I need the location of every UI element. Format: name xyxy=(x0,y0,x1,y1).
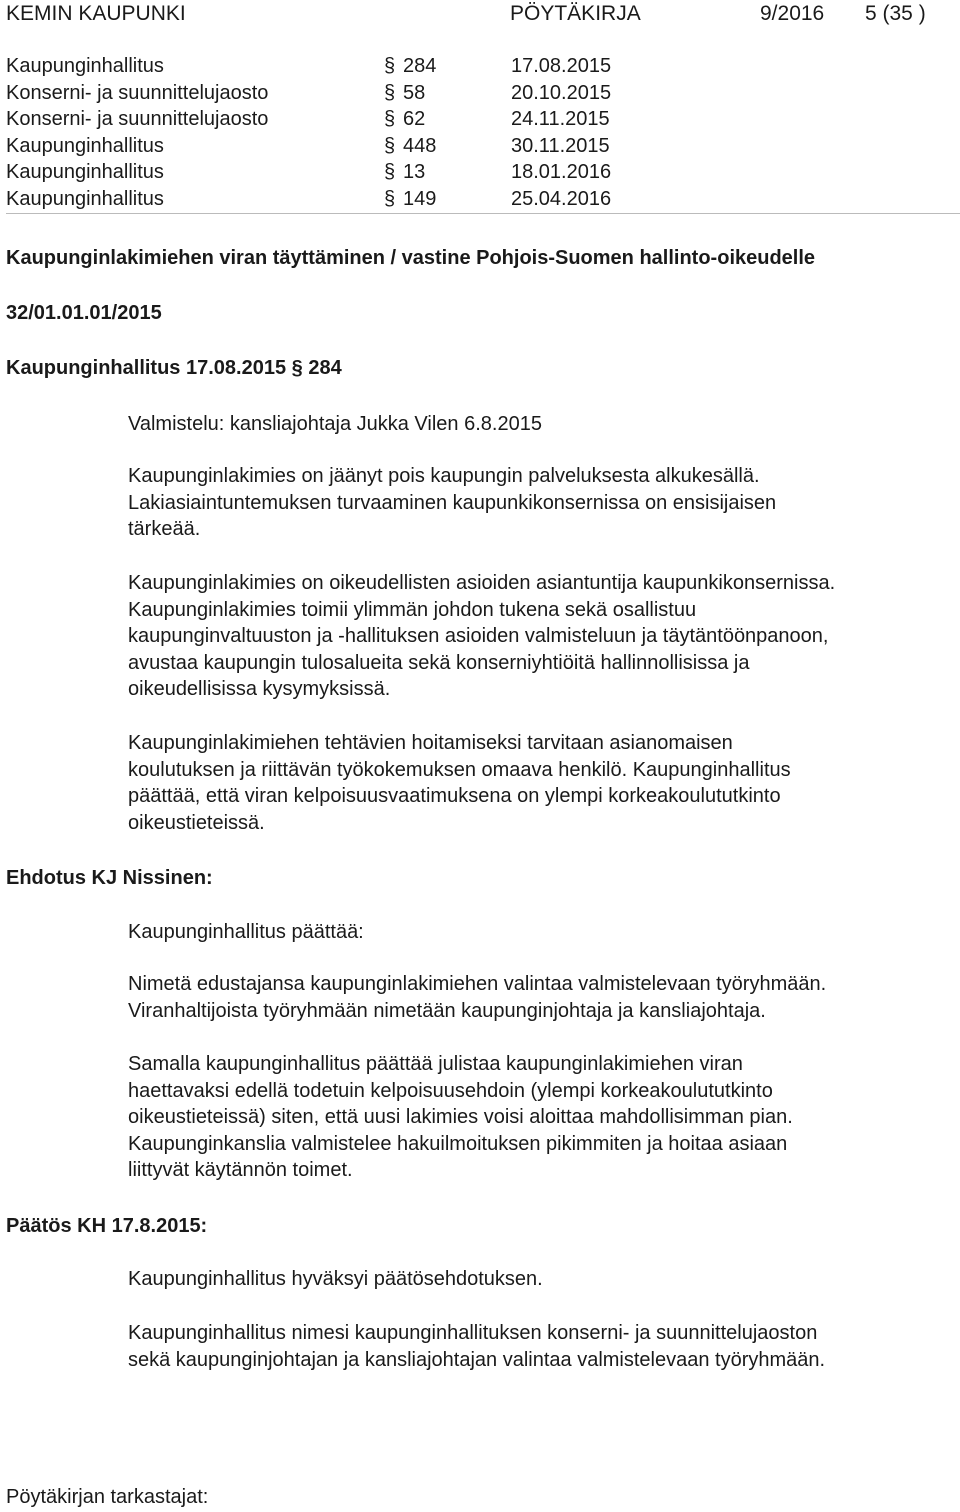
paragraph-qualifications xyxy=(128,730,958,836)
section-sign-icon: § xyxy=(384,81,396,104)
meeting-reference: Kaupunginhallitus 17.08.2015 § 284 xyxy=(6,357,342,379)
preparation-line: Valmistelu: kansliajohtaja Jukka Vilen 6.8.2015 xyxy=(128,413,542,435)
history-row xyxy=(6,106,960,133)
text-line: Kaupunginlakimies toimii ylimmän johdon tukena sekä osallistuu xyxy=(128,598,697,621)
proposal-label: Ehdotus KJ Nissinen: xyxy=(6,867,213,889)
history-row xyxy=(6,53,960,80)
text-line: tärkeää. xyxy=(128,518,201,540)
text-line: Nimetä edustajansa kaupunginlakimiehen valintaa valmistelevaan työryhmään. xyxy=(128,973,827,995)
paragraph-background xyxy=(128,463,958,543)
history-body: Kaupunginhallitus xyxy=(6,187,164,210)
text-line: päättää, että viran kelpoisuusvaatimuksena on ylempi korkeakoulututkinto xyxy=(128,785,781,807)
section-sign-icon: § xyxy=(384,187,396,210)
proposal-intro: Kaupunginhallitus päättää: xyxy=(128,921,364,943)
text-line: oikeustieteissä. xyxy=(128,811,265,834)
history-row xyxy=(6,159,960,186)
section-sign-icon: § xyxy=(384,55,396,77)
item-title: Kaupunginlakimiehen viran täyttäminen / vastine Pohjois-Suomen hallinto-oikeudelle xyxy=(6,247,816,269)
text-line: Samalla kaupunginhallitus päättää julistaa kaupunginlakimiehen viran xyxy=(128,1053,743,1075)
section-sign-icon: § xyxy=(384,134,396,157)
history-body: Konserni- ja suunnittelujaosto xyxy=(6,81,269,104)
history-date: 25.04.2016 xyxy=(511,187,612,210)
proposal-paragraph-1 xyxy=(128,971,958,1024)
text-line: oikeudellisissa kysymyksissä. xyxy=(128,678,391,700)
item-reference: 32/01.01.01/2015 xyxy=(6,302,162,324)
decision-paragraph-2 xyxy=(128,1320,958,1373)
history-date: 30.11.2015 xyxy=(511,134,610,157)
document-type: PÖYTÄKIRJA xyxy=(510,2,641,25)
text-line: Kaupunginhallitus nimesi kaupunginhallituksen konserni- ja suunnittelujaoston xyxy=(128,1322,818,1344)
text-line: avustaa kaupungin tulosalueita sekä konserniyhtiöitä hallinnollisissa ja xyxy=(128,651,750,674)
text-line: sekä kaupunginjohtajan ja kansliajohtajan valintaa valmistelevaan työryhmään. xyxy=(128,1348,826,1371)
text-line: Kaupunginlakimies on jäänyt pois kaupungin palveluksesta alkukesällä. xyxy=(128,465,760,487)
history-body: Konserni- ja suunnittelujaosto xyxy=(6,108,269,130)
history-date: 24.11.2015 xyxy=(511,108,610,130)
history-number: 13 xyxy=(403,161,426,183)
text-line: Kaupunginlakimiehen tehtävien hoitamiseksi tarvitaan asianomaisen xyxy=(128,732,733,754)
text-line: Kaupunginlakimies on oikeudellisten asioiden asiantuntija kaupunkikonsernissa. xyxy=(128,572,836,594)
history-row xyxy=(6,133,960,160)
minutes-reviewers-label: Pöytäkirjan tarkastajat: xyxy=(6,1486,209,1508)
history-number: 284 xyxy=(403,55,437,77)
handling-history xyxy=(6,53,960,214)
page-number: 5 (35 ) xyxy=(865,2,926,25)
history-body: Kaupunginhallitus xyxy=(6,161,164,183)
history-row xyxy=(6,186,960,213)
document-number: 9/2016 xyxy=(760,2,825,25)
history-row xyxy=(6,80,960,107)
section-sign-icon: § xyxy=(384,161,396,183)
text-line: kaupunginvaltuuston ja -hallituksen asioiden valmisteluun ja täytäntöönpanoon, xyxy=(128,625,829,647)
decision-label: Päätös KH 17.8.2015: xyxy=(6,1215,208,1237)
history-date: 20.10.2015 xyxy=(511,81,612,104)
text-line: oikeustieteissä) siten, että uusi lakimies voisi aloittaa mahdollisimman pian. xyxy=(128,1106,793,1128)
history-body: Kaupunginhallitus xyxy=(6,55,164,77)
history-body: Kaupunginhallitus xyxy=(6,134,164,157)
text-line: koulutuksen ja riittävän työkokemuksen omaava henkilö. Kaupunginhallitus xyxy=(128,758,791,781)
decision-paragraph-1: Kaupunginhallitus hyväksyi päätösehdotuksen. xyxy=(128,1268,543,1290)
history-number: 149 xyxy=(403,187,437,210)
history-date: 17.08.2015 xyxy=(511,55,612,77)
text-line: Viranhaltijoista työryhmään nimetään kaupunginjohtaja ja kansliajohtaja. xyxy=(128,999,766,1022)
text-line: haettavaksi edellä todetuin kelpoisuusehdoin (ylempi korkeakoulututkinto xyxy=(128,1079,773,1102)
document-header xyxy=(0,0,960,30)
text-line: Kaupunginkanslia valmistelee hakuilmoituksen pikimmiten ja hoitaa asiaan xyxy=(128,1132,788,1155)
text-line: liittyvät käytännön toimet. xyxy=(128,1159,353,1181)
proposal-paragraph-2 xyxy=(128,1051,958,1184)
paragraph-role xyxy=(128,570,958,703)
text-line: Lakiasiaintuntemuksen turvaaminen kaupunkikonsernissa on ensisijaisen xyxy=(128,491,777,514)
history-number: 448 xyxy=(403,134,437,157)
history-date: 18.01.2016 xyxy=(511,161,612,183)
history-number: 62 xyxy=(403,108,426,130)
history-number: 58 xyxy=(403,81,426,104)
organization-name: KEMIN KAUPUNKI xyxy=(6,2,186,25)
section-sign-icon: § xyxy=(384,108,396,130)
